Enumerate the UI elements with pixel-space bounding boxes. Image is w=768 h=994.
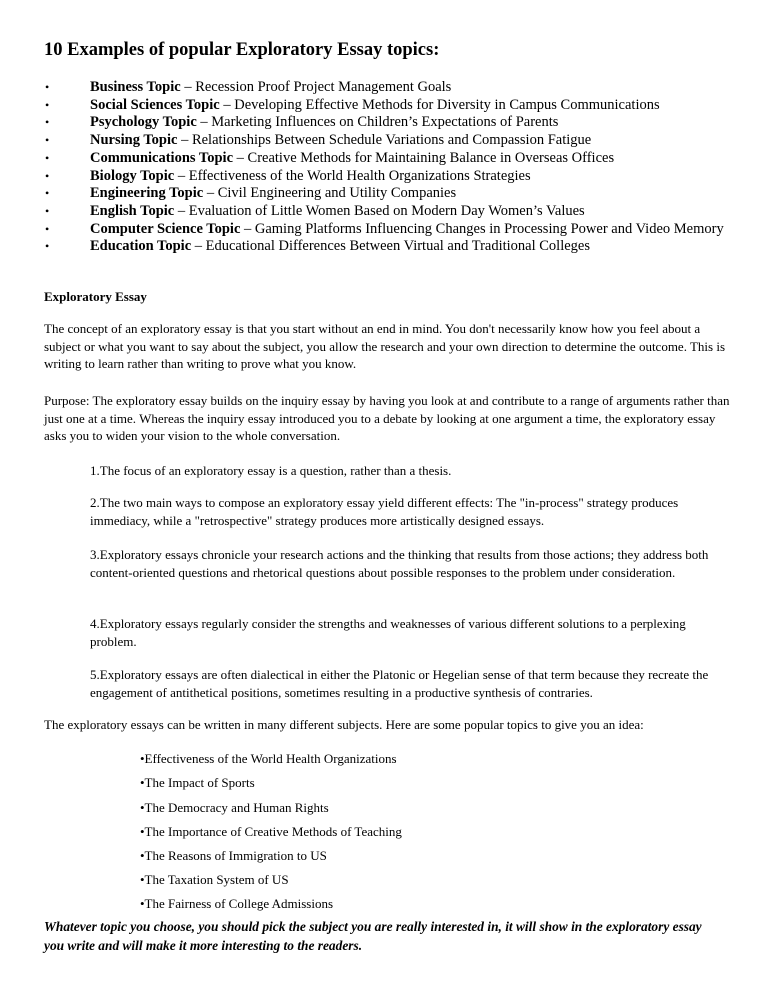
popular-topic-item: •The Fairness of College Admissions xyxy=(140,896,334,911)
bullet-icon: • xyxy=(45,80,50,94)
list-item xyxy=(45,203,725,221)
numbered-point-3: 3.Exploratory essays chronicle your research actions and the thinking that results from those actions; they address both content-oriented questions and rhetorical questions about possible responses to the problem under consideration. xyxy=(90,547,709,580)
popular-topic-item: •The Impact of Sports xyxy=(140,775,255,790)
purpose-paragraph: Purpose: The exploratory essay builds on the inquiry essay by having you look at and contribute to a range of arguments rather than just one at a time. Whereas the inquiry essay introduced you to a debate by looking at one argument a time, the exploratory essay asks you to widen your vision to the whole conversation. xyxy=(44,393,730,444)
topic-text: – Gaming Platforms Influencing Changes in Processing Power and Video Memory xyxy=(240,220,724,237)
numbered-point-4: 4.Exploratory essays regularly consider the strengths and weaknesses of various different solutions to a perplexing problem. xyxy=(90,616,686,649)
topic-text: – Relationships Between Schedule Variations and Compassion Fatigue xyxy=(177,132,592,149)
list-item xyxy=(45,238,725,256)
topic-label: Engineering Topic xyxy=(90,185,204,202)
topic-text: – Effectiveness of the World Health Organizations Strategies xyxy=(174,167,531,184)
topic-label: Computer Science Topic xyxy=(90,220,241,237)
popular-topic-item: •The Importance of Creative Methods of Teaching xyxy=(140,824,402,839)
topic-text: – Creative Methods for Maintaining Balance in Overseas Offices xyxy=(233,149,615,166)
popular-topic-item: •The Reasons of Immigration to US xyxy=(140,848,327,863)
popular-topic-item: •The Democracy and Human Rights xyxy=(140,800,329,815)
numbered-point-1: 1.The focus of an exploratory essay is a question, rather than a thesis. xyxy=(90,463,452,478)
bullet-icon: • xyxy=(45,221,50,236)
topic-text: – Educational Differences Between Virtual and Traditional Colleges xyxy=(191,238,590,255)
bullet-icon: • xyxy=(45,97,50,112)
bullet-icon: • xyxy=(45,150,50,165)
popular-topic-item: •Effectiveness of the World Health Organizations xyxy=(140,751,397,766)
topic-text: – Civil Engineering and Utility Companies xyxy=(203,185,457,202)
topic-label: Nursing Topic xyxy=(90,132,178,149)
page-title: 10 Examples of popular Exploratory Essay topics: xyxy=(44,40,440,60)
list-item xyxy=(45,97,725,115)
topic-label: English Topic xyxy=(90,202,175,219)
topic-list xyxy=(45,79,725,256)
section-title: Exploratory Essay xyxy=(44,289,147,304)
intro-paragraph: The concept of an exploratory essay is that you start without an end in mind. You don't necessarily know how you feel about a subject or what you want to say about the subject, you allow the research and your own direction to determine the outcome. This is writing to learn rather than writing to prove what you know. xyxy=(44,321,726,372)
closing-statement: Whatever topic you choose, you should pick the subject you are really interested in, it will show in the exploratory essay you write and will make it more interesting to the readers. xyxy=(44,919,702,953)
list-item xyxy=(45,168,725,186)
topic-label: Communications Topic xyxy=(90,149,234,166)
list-item xyxy=(45,114,725,132)
topic-label: Biology Topic xyxy=(90,167,175,184)
topic-text: – Marketing Influences on Children’s Expectations of Parents xyxy=(196,114,559,131)
popular-topic-item: •The Taxation System of US xyxy=(140,872,289,887)
numbered-point-5: 5.Exploratory essays are often dialectical in either the Platonic or Hegelian sense of that term because they recreate the engagement of antithetical positions, sometimes resulting in a productive synthesis of contraries. xyxy=(90,667,709,700)
bullet-icon: • xyxy=(45,133,50,148)
list-item xyxy=(45,79,725,97)
bullet-icon: • xyxy=(45,115,50,130)
topic-label: Education Topic xyxy=(90,238,192,255)
bullet-icon: • xyxy=(45,186,50,201)
list-item xyxy=(45,185,725,203)
list-item xyxy=(45,221,725,239)
subjects-intro: The exploratory essays can be written in many different subjects. Here are some popular topics to give you an idea: xyxy=(44,717,644,732)
bullet-icon: • xyxy=(45,203,50,218)
topic-text: – Developing Effective Methods for Diversity in Campus Communications xyxy=(219,96,660,113)
numbered-point-2: 2.The two main ways to compose an exploratory essay yield different effects: The "in-process" strategy produces immediacy, while a "retrospective" strategy produces more artistically designed essays. xyxy=(90,495,679,528)
list-item xyxy=(45,150,725,168)
bullet-icon: • xyxy=(45,168,50,183)
list-item xyxy=(45,132,725,150)
topic-text: – Recession Proof Project Management Goals xyxy=(180,79,452,95)
topic-label: Psychology Topic xyxy=(90,114,197,131)
topic-label: Social Sciences Topic xyxy=(90,96,220,113)
bullet-icon: • xyxy=(45,239,50,254)
topic-text: – Evaluation of Little Women Based on Modern Day Women’s Values xyxy=(174,202,585,219)
topic-label: Business Topic xyxy=(90,79,181,95)
